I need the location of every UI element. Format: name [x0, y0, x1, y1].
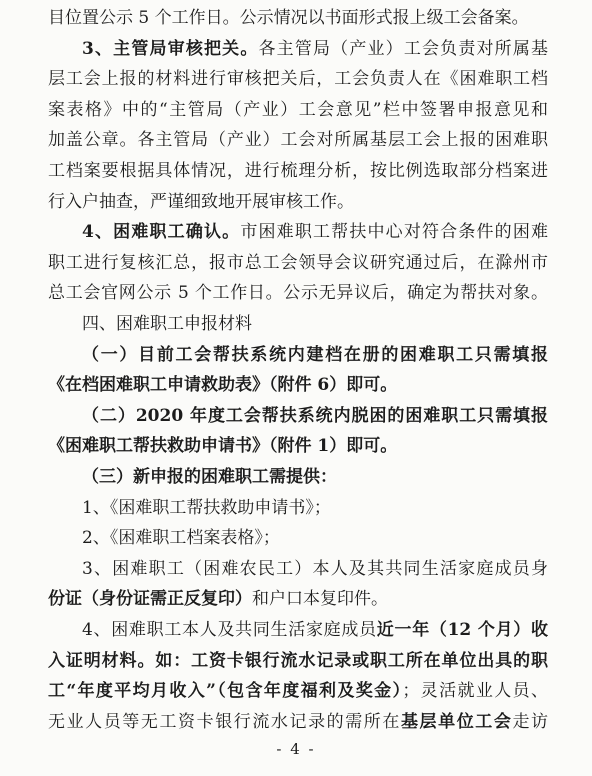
text-segment: 《在档困难职工申请救助表》（附件 6）即可。 [48, 375, 398, 395]
text-line [82, 406, 548, 426]
text-line [82, 528, 548, 548]
text-line [48, 69, 548, 89]
text-segment: （一）目前工会帮扶系统内建档在册的困难职工只需填报 [82, 345, 548, 365]
text-segment: 和户口本复印件。 [252, 589, 388, 609]
text-segment: 行入户抽查，严谨细致地开展审核工作。 [48, 192, 354, 212]
text-line [48, 100, 548, 120]
text-segment: 1、《困难职工帮扶救助申请书》； [82, 498, 331, 518]
text-line [48, 283, 548, 303]
text-segment: 无业人员等无工资卡银行流水记录的需所在 [48, 712, 401, 732]
text-line [82, 559, 548, 579]
text-line [48, 161, 548, 181]
text-segment: 总工会官网公示 5 个工作日。公示无异议后，确定为帮扶对象。 [48, 283, 548, 303]
text-line [48, 192, 548, 212]
text-line [48, 253, 548, 273]
text-segment: 4、困难职工本人及共同生活家庭成员 [82, 620, 377, 640]
text-segment: 4、困难职工确认。 [82, 222, 241, 242]
text-line [82, 467, 548, 487]
text-segment: 近一年（12 个月）收 [376, 620, 548, 640]
text-segment: （三）新申报的困难职工需提供： [82, 467, 337, 487]
text-line [48, 8, 548, 28]
text-segment: 3、主管局审核把关。 [82, 39, 259, 59]
text-segment: 份证（身份证需正反复印） [48, 589, 252, 609]
text-line [48, 712, 548, 732]
text-segment: 市困难职工帮扶中心对符合条件的困难 [240, 222, 548, 242]
page-number: - 4 - [276, 740, 316, 758]
text-line [48, 436, 548, 456]
text-line [82, 345, 548, 365]
text-segment: （二）2020 年度工会帮扶系统内脱困的困难职工只需填报 [82, 406, 548, 426]
text-line [48, 651, 548, 671]
text-line [82, 620, 548, 640]
text-line [82, 498, 548, 518]
text-line [82, 222, 548, 242]
text-segment: 工档案要根据具体情况，进行梳理分析，按比例选取部分档案进 [48, 161, 548, 181]
text-segment: 工“年度平均月收入”（包含年度福利及奖金） [48, 681, 403, 701]
text-line [48, 130, 548, 150]
text-segment: 基层单位工会 [400, 712, 513, 732]
text-segment: 案表格》中的“主管局（产业）工会意见”栏中签署申报意见和 [48, 100, 548, 120]
text-line [48, 375, 548, 395]
text-segment: 走访 [512, 712, 548, 732]
text-segment: 层工会上报的材料进行审核把关后，工会负责人在《困难职工档 [48, 69, 548, 89]
text-segment: 《困难职工帮扶救助申请书》（附件 1）即可。 [48, 436, 398, 456]
text-segment: 入证明材料。如：工资卡银行流水记录或职工所在单位出具的职 [48, 651, 548, 671]
text-line [48, 589, 548, 609]
text-segment: 四、困难职工申报材料 [82, 314, 252, 334]
text-segment: 各主管局（产业）工会负责对所属基 [258, 39, 548, 59]
text-segment: 目位置公示 5 个工作日。公示情况以书面形式报上级工会备案。 [48, 8, 529, 28]
text-segment: 3、困难职工（困难农民工）本人及其共同生活家庭成员身 [82, 559, 548, 579]
text-line [82, 314, 548, 334]
text-segment: 职工进行复核汇总，报市总工会领导会议研究通过后，在滁州市 [48, 253, 548, 273]
text-line [48, 681, 548, 701]
text-segment: ；灵活就业人员、 [402, 681, 548, 701]
text-segment: 加盖公章。各主管局（产业）工会对所属基层工会上报的困难职 [48, 130, 548, 150]
text-line [82, 39, 548, 59]
text-segment: 2、《困难职工档案表格》； [82, 528, 280, 548]
